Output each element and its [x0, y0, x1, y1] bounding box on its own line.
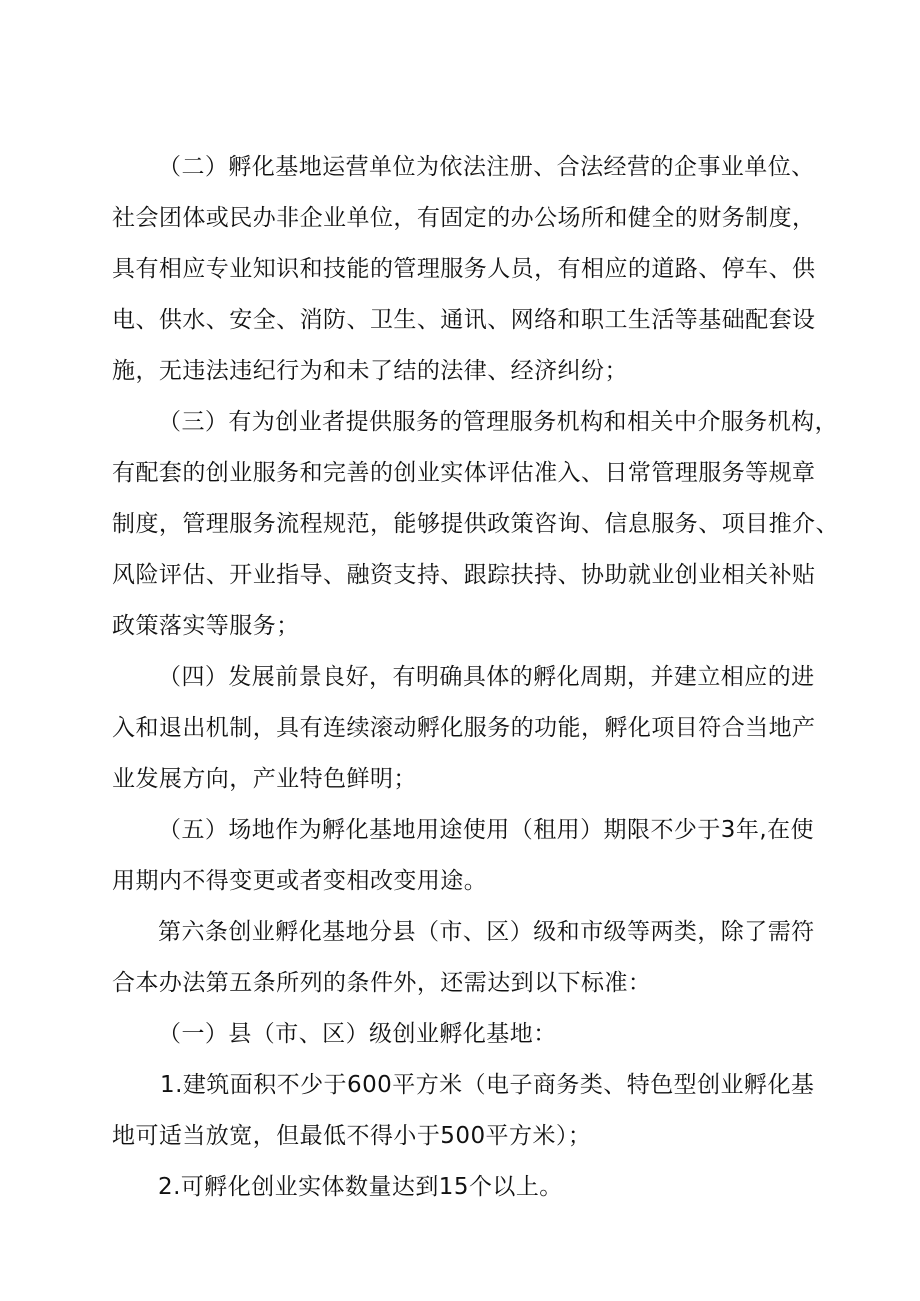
text-line: 第六条创业孵化基地分县（市、区）级和市级等两类，除了需符 — [158, 919, 815, 945]
text-line: 1.建筑面积不少于600平方米（电子商务类、特色型创业孵化基 — [160, 1072, 815, 1098]
text-line: 施，无违法违纪行为和未了结的法律、经济纠纷； — [112, 358, 628, 384]
text-line: 地可适当放宽，但最低不得小于500平方米）； — [112, 1123, 592, 1149]
text-line: 业发展方向，产业特色鲜明； — [112, 766, 417, 792]
text-line: （五）场地作为孵化基地用途使用（租用）期限不少于3年,在使 — [158, 817, 814, 843]
text-line: 社会团体或民办非企业单位，有固定的办公场所和健全的财务制度， — [112, 205, 816, 231]
text-line: （四）发展前景良好，有明确具体的孵化周期，并建立相应的进 — [158, 664, 815, 690]
text-line: 2.可孵化创业实体数量达到15个以上。 — [158, 1174, 563, 1200]
text-line: 用期内不得变更或者变相改变用途。 — [112, 868, 488, 894]
text-line: 入和退出机制，具有连续滚动孵化服务的功能，孵化项目符合当地产 — [112, 715, 816, 741]
text-line: 有配套的创业服务和完善的创业实体评估准入、日常管理服务等规章 — [112, 460, 816, 486]
text-line: 具有相应专业知识和技能的管理服务人员，有相应的道路、停车、供 — [112, 256, 816, 282]
text-line: （一）县（市、区）级创业孵化基地： — [158, 1021, 557, 1047]
text-line: （三）有为创业者提供服务的管理服务机构和相关中介服务机构， — [158, 409, 839, 435]
text-line: 政策落实等服务； — [112, 613, 300, 639]
text-line: 制度，管理服务流程规范，能够提供政策咨询、信息服务、项目推介、 — [112, 511, 839, 537]
text-line: 合本办法第五条所列的条件外，还需达到以下标准： — [112, 970, 652, 996]
text-line: 风险评估、开业指导、融资支持、跟踪扶持、协助就业创业相关补贴 — [112, 562, 816, 588]
text-line: 电、供水、安全、消防、卫生、通讯、网络和职工生活等基础配套设 — [112, 307, 816, 333]
text-line: （二）孵化基地运营单位为依法注册、合法经营的企事业单位、 — [158, 154, 815, 180]
